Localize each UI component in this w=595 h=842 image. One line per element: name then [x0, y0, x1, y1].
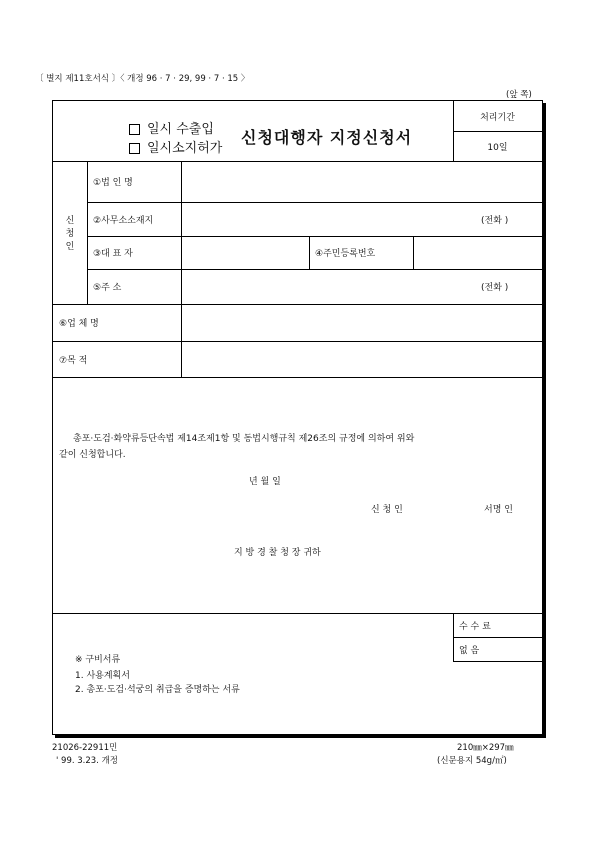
required-documents-heading: ※ 구비서류: [75, 655, 121, 665]
business-name-field[interactable]: [182, 305, 541, 341]
corp-name-field[interactable]: [182, 162, 541, 202]
purpose-label: ⑦목 적: [59, 355, 88, 366]
revision-date: ' 99. 3.23. 개정: [56, 756, 119, 766]
statement-line2: 같이 신청합니다.: [59, 450, 126, 460]
business-name-label: ⑥업 체 명: [59, 319, 99, 329]
purpose-field[interactable]: [182, 342, 541, 377]
representative-field[interactable]: [182, 237, 308, 269]
representative-label: ③대 표 자: [93, 249, 133, 259]
office-location-label: ②사무소소재지: [93, 215, 154, 226]
form-title: 신청대행자 지정신청서: [241, 128, 413, 147]
required-document-item: 2. 총포·도검·석궁의 취급을 증명하는 서류: [75, 685, 240, 695]
page-side-label: (앞 쪽): [506, 90, 532, 100]
required-document-item: 1. 사용계획서: [75, 671, 130, 681]
application-form: [52, 100, 543, 735]
resident-number-label: ④주민등록번호: [315, 249, 376, 259]
checkbox-icon[interactable]: [129, 124, 140, 135]
address-label: ⑤주 소: [93, 283, 122, 293]
paper-type: (신문용지 54g/㎡): [437, 756, 507, 766]
resident-number-field[interactable]: [414, 237, 541, 269]
phone-label: (전화 ): [481, 283, 509, 293]
addressee: 지 방 경 찰 청 장 귀하: [234, 548, 321, 558]
processing-period-label: 처리기간: [480, 112, 515, 123]
option-temporary-import-export[interactable]: 일시 수출입: [129, 118, 214, 137]
applicant-signature-label: 신 청 인: [371, 505, 403, 515]
checkbox-icon[interactable]: [129, 143, 140, 154]
applicant-group-label: 신 청 인: [65, 216, 75, 252]
form-code: 21026-22911민: [52, 743, 118, 753]
statement-line1: 총포·도검·화약류등단속법 제14조제1항 및 동법시행규칙 제26조의 규정에 의하여 위와: [73, 434, 415, 444]
fee-label: 수 수 료: [459, 621, 491, 632]
application-date: 년 월 일: [249, 477, 281, 487]
form-reference: 〔 별지 제11호서식 〕〈 개정 96 · 7 · 29, 99 · 7 · 15 〉: [35, 74, 250, 84]
paper-size: 210㎜×297㎜: [457, 743, 514, 753]
option-temporary-possession[interactable]: 일시소지허가: [129, 137, 222, 156]
phone-label: (전화 ): [481, 215, 509, 226]
fee-value: 없 음: [459, 645, 480, 656]
corp-name-label: ①법 인 명: [93, 178, 133, 188]
processing-period-value: 10일: [487, 142, 508, 153]
signature-seal-label: 서명 인: [484, 505, 513, 515]
